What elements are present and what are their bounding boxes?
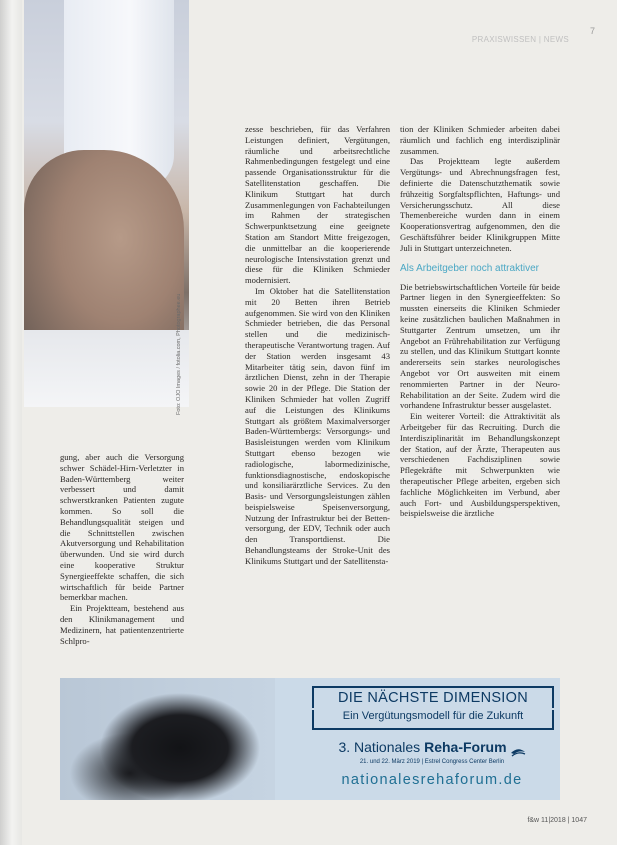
ad-dates: 21. und 22. März 2019 | Estrel Congress Center Berlin bbox=[359, 759, 505, 765]
forum-logo-icon bbox=[510, 744, 526, 753]
paragraph: Das Projektteam legte außerdem Vergütungs- und Abrechnungsfragen fest, definierte die Datenschutzthematik sowie frühzeitig Sorgfaltspflichten, Haftungs- und Versicherungsschutz. All diese Themenbereiche wurden dann in einem Kooperationsvertrag aufgenommen, den die Geschäftsführer beider Klinikgruppen Mitte Juli in Stuttgart unterzeichneten. bbox=[400, 156, 560, 253]
paragraph: gung, aber auch die Versorgung schwer Schädel-Hirn-Verletzter in Baden-Württemberg weiter verbessert und damit schwerstkranken Patienten zugute kommen. So soll die Behandlungsqualität steigen und die Schnittstellen zwischen Akutversorgung und Rehabilitation überwunden. Und sie wird durch eine kooperative Struktur Synergieeffekte schaffen, die sich wirtschaftlich für beide Partner bemerkbar machen. bbox=[60, 452, 184, 603]
ad-forum-brand: Reha-Forum bbox=[424, 739, 507, 755]
text-column-2 bbox=[245, 124, 390, 567]
ad-title: DIE NÄCHSTE DIMENSION bbox=[312, 686, 554, 708]
subheading: Als Arbeitgeber noch attraktiver bbox=[400, 262, 539, 274]
paragraph: zesse beschrieben, für das Verfahren Leistungen definiert, Vergütungen, räumliche und arbeitsrechtliche Rahmenbedingungen festgelegt und eine passende Organisationsstruktur für die Satellitenstation geschaffen. Die Klinikum Stuttgart hat durch Zusammenlegungen von Fachabteilungen im Rahmen der strategischen Schwerpunktsetzung eine geeignete Station am Standort Mitte freigezogen, die unmittelbar an die kooperierende neurologische Intensivstation grenzt und diese für die Kliniken Schmieder modernisiert. bbox=[245, 124, 390, 286]
paragraph: tion der Kliniken Schmieder arbeiten dabei räumlich und fachlich eng interdisziplinär zusammen. bbox=[400, 124, 560, 156]
ad-forum-prefix: 3. Nationales bbox=[338, 739, 425, 755]
text-column-1 bbox=[60, 452, 184, 646]
reha-forum-advertisement[interactable] bbox=[60, 678, 560, 800]
photo-credit: Foto: OJO Images / fotolia.com, Photographee.eu bbox=[176, 293, 182, 415]
text-column-3 bbox=[400, 124, 560, 519]
paragraph: Ein weiterer Vorteil: die Attraktivität als Arbeitgeber für das Recruiting. Durch die Interdisziplinarität im Behandlungskonzept der Station, auf der Ärzte, Therapeuten aus verschiedenen Fachdisziplinen sowie Pflegekräfte mit Schwerpunkten wie therapeutischer Pflege arbeiten, ergeben sich fachliche Möglichkeiten im Verbund, aber auch Fort- und Ausbildungsperspektiven, beispielsweise die ärztliche bbox=[400, 411, 560, 519]
page-spine-shadow bbox=[0, 0, 22, 845]
paragraph: Ein Projektteam, bestehend aus den Klinikmanagement und Medizinern, hat patientenzentrierte Schlpro- bbox=[60, 603, 184, 646]
page-footer: f&w 11|2018 | 1047 bbox=[527, 817, 587, 824]
photo-table bbox=[24, 330, 189, 407]
ad-forum-name bbox=[314, 739, 550, 755]
ad-url-link[interactable]: nationalesrehaforum.de bbox=[341, 772, 523, 788]
paragraph: Die betriebswirtschaftlichen Vorteile für beide Partner liegen in den Synergieeffekten: So mussten einerseits die Kliniken Schmieder keine zusätzlichen baulichen Maßnahmen in Stuttgarter Zentrum umsetzen, um ihr Angebot an Frührehabilitation zur Verfügung zu stellen, und das Klinikum Stuttgart konnte andererseits sein starkes neurologisches Angebot vor Ort ausweiten mit einem renommierten Partner in der Neuro-Rehabilitation an der Seite. Zudem wird die vorhandene Infrastruktur besser ausgelastet. bbox=[400, 281, 560, 411]
page-number: 7 bbox=[589, 26, 595, 36]
hands-photo bbox=[24, 0, 189, 407]
paragraph: Im Oktober hat die Satellitenstation mit 20 Betten ihren Betrieb aufgenommen. Sie wird von den Kliniken Schmieder betrieben, die das Personal stellen und die medizinisch-therapeutische Verantwortung tragen. Auf der Station werden insgesamt 43 Mitarbeiter tätig sein, davon fünf im ärztlichen Dienst, zehn in der Therapie sowie 20 in der Pflege. Die Station der Kliniken Schmieder hat vollen Zugriff auf die Leistungen des Klinikums Stuttgart als größtem Maximalversorger Baden-Württembergs: Versorgungs- und Basisleistungen werden vom Klinikum Stuttgart ebenso bezogen wie radiologische, labormedizinische, funktionsdiagnostische, endoskopische und konsiliarärztliche Services. Zu den Basis- und Versorgungsleistungen zählen beispielsweise Speisenversorgung, Nutzung der Infrastruktur bei der Betten-versorgung, der EDV, Technik oder auch den Transportdienst. Die Behandlungsteams der Stroke-Unit des Klinikums Stuttgart und der Satellitensta- bbox=[245, 285, 390, 566]
section-header: PRAXISWISSEN | NEWS bbox=[471, 35, 569, 44]
ad-subtitle: Ein Vergütungsmodell für die Zukunft bbox=[312, 710, 554, 730]
ad-silhouette-image bbox=[60, 678, 275, 800]
